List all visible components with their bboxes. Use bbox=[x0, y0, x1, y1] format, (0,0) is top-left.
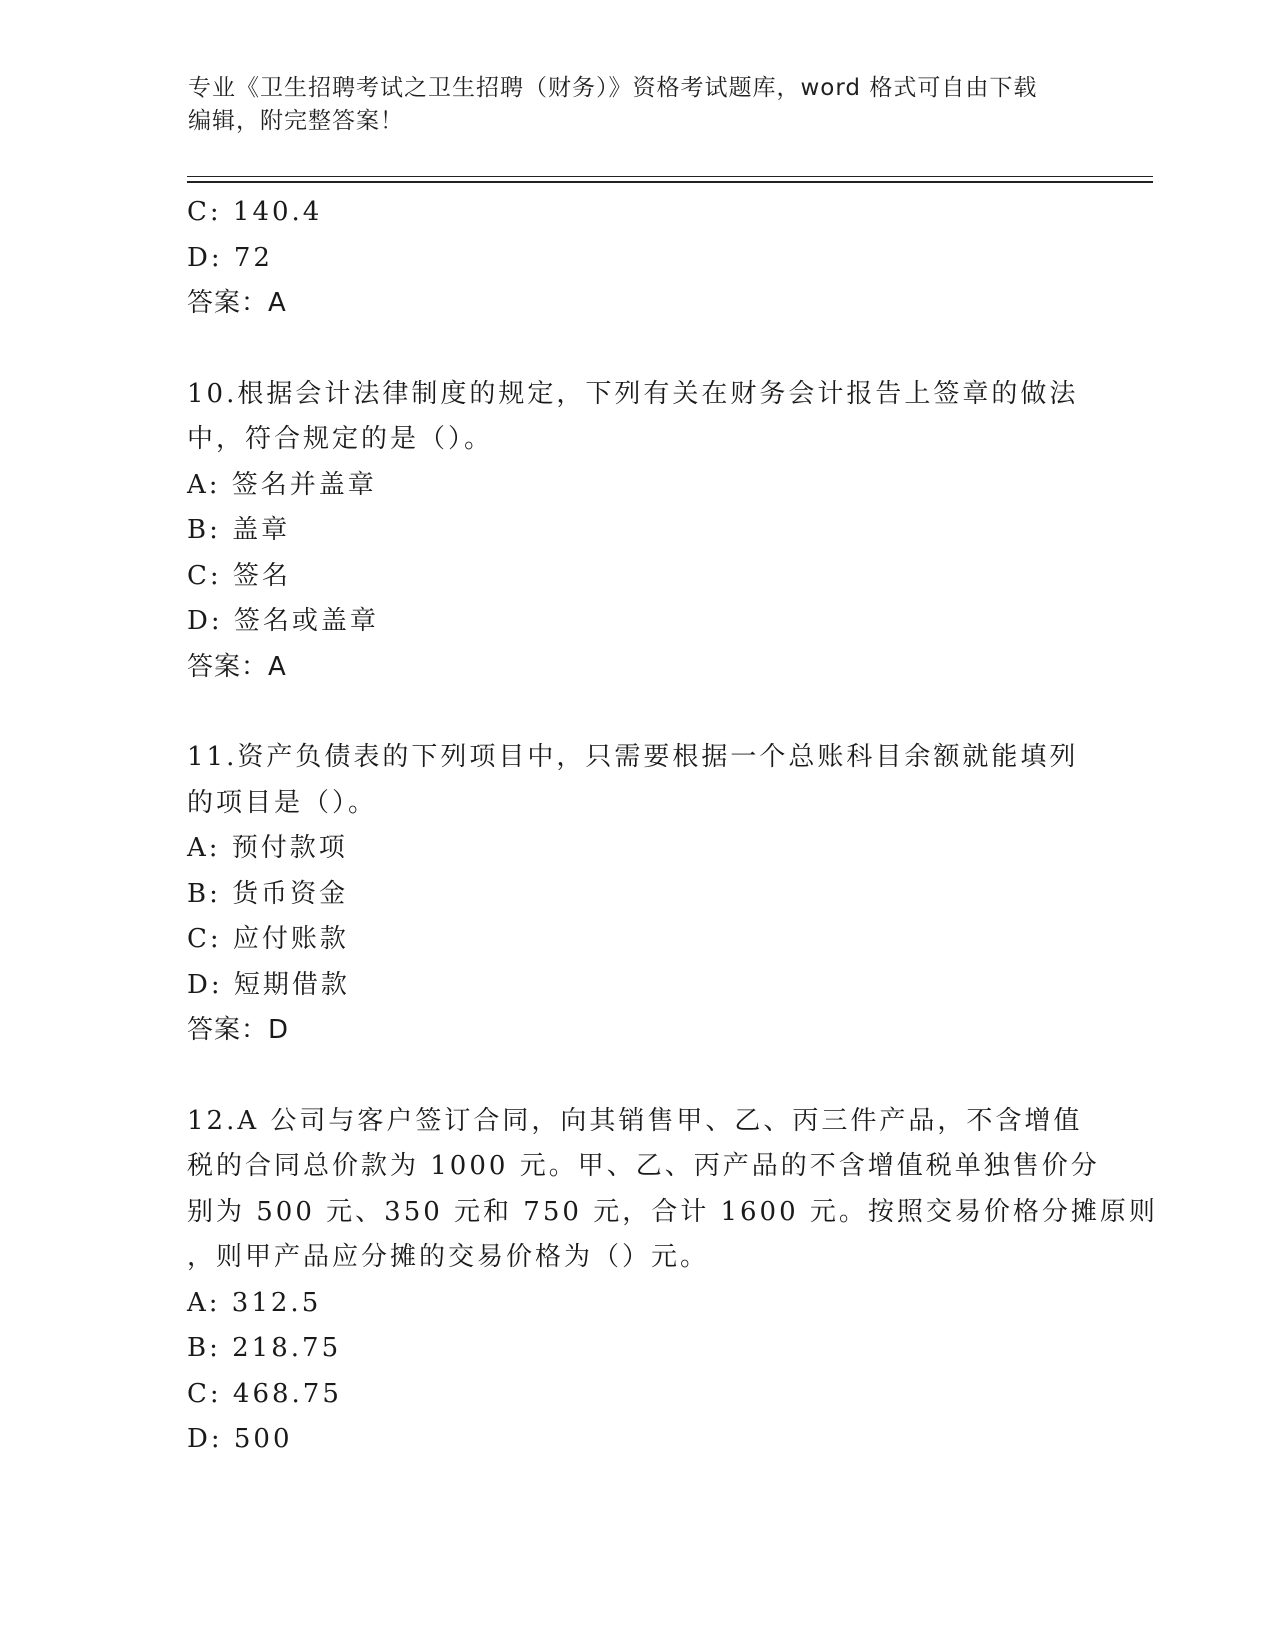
option-a: A: 签名并盖章 bbox=[187, 469, 377, 500]
question-text bbox=[187, 372, 1087, 463]
question-text-line: 10.根据会计法律制度的规定，下列有关在财务会计报告上签章的做法 bbox=[187, 378, 1079, 409]
question-text-line: 税的合同总价款为 1000 元。甲、乙、丙产品的不含增值税单独售价分 bbox=[187, 1151, 1100, 1181]
spacer bbox=[187, 690, 1087, 735]
answer-line: 答案：D bbox=[187, 1015, 290, 1045]
document-header bbox=[188, 72, 1068, 138]
question-text-line: 12.A 公司与客户签订合同，向其销售甲、乙、丙三件产品，不含增值 bbox=[187, 1105, 1083, 1136]
option-b: B: 218.75 bbox=[187, 1333, 342, 1363]
spacer bbox=[187, 1054, 1087, 1099]
option-d: D: 短期借款 bbox=[187, 969, 350, 1000]
question-list bbox=[187, 190, 1158, 1463]
option-b: B: 货币资金 bbox=[187, 878, 349, 909]
option-a: A: 预付款项 bbox=[187, 833, 348, 863]
spacer bbox=[187, 327, 1087, 372]
header-divider-thick bbox=[187, 181, 1153, 183]
option-d: D: 72 bbox=[187, 242, 273, 273]
question-text-line: 别为 500 元、350 元和 750 元，合计 1600 元。按照交易价格分摊原则 bbox=[187, 1196, 1158, 1227]
question-text bbox=[187, 1099, 1158, 1281]
question-text-line: 11.资产负债表的下列项目中，只需要根据一个总账科目余额就能填列 bbox=[187, 742, 1079, 772]
question-text-line: ，则甲产品应分摊的交易价格为（）元。 bbox=[187, 1242, 710, 1272]
option-c: C: 签名 bbox=[187, 560, 291, 591]
header-divider-thin bbox=[187, 176, 1153, 177]
question-text-line: 中，符合规定的是（）。 bbox=[187, 424, 494, 454]
answer-line: 答案：A bbox=[187, 288, 287, 318]
option-c: C: 应付账款 bbox=[187, 924, 349, 954]
question-11 bbox=[187, 735, 1087, 1054]
option-c: C: 468.75 bbox=[187, 1378, 342, 1409]
question-text-line: 的项目是（）。 bbox=[187, 787, 378, 818]
option-d: D: 500 bbox=[187, 1424, 293, 1454]
option-d: D: 签名或盖章 bbox=[187, 606, 379, 636]
option-c: C: 140.4 bbox=[187, 197, 323, 227]
question-10 bbox=[187, 372, 1087, 691]
header-line-2: 编辑，附完整答案！ bbox=[188, 108, 404, 134]
question-text bbox=[187, 735, 1087, 826]
question-9-tail bbox=[187, 190, 1087, 327]
header-line-1: 专业《卫生招聘考试之卫生招聘（财务）》资格考试题库，word 格式可自由下载 bbox=[188, 75, 1038, 101]
option-a: A: 312.5 bbox=[187, 1287, 322, 1318]
answer-line: 答案：A bbox=[187, 651, 287, 682]
question-12 bbox=[187, 1099, 1158, 1463]
option-b: B: 盖章 bbox=[187, 515, 291, 545]
